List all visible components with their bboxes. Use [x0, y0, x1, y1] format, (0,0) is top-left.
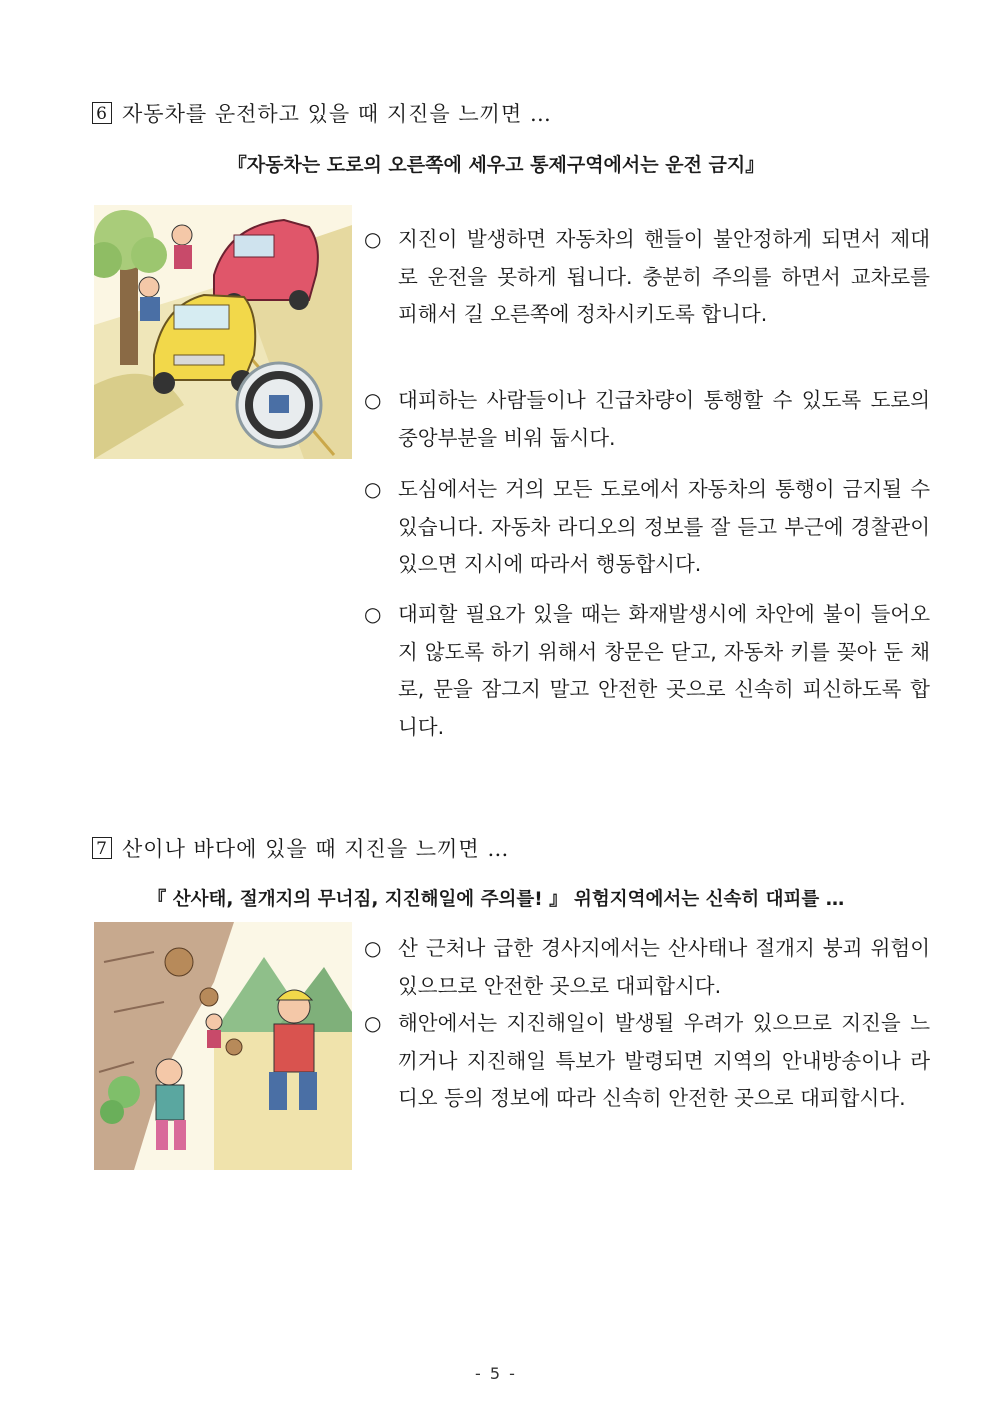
section-6-bullet-4 — [364, 596, 930, 746]
section-6-bullet-2 — [364, 382, 930, 457]
section-6-heading — [92, 98, 552, 128]
bullet-circle: ○ — [364, 388, 382, 412]
landslide-illustration — [94, 922, 352, 1170]
section-6-subtitle: 『자동차는 도로의 오른쪽에 세우고 통제구역에서는 운전 금지』 — [227, 154, 765, 176]
section-number-box: 6 — [92, 102, 112, 124]
car-earthquake-illustration — [94, 205, 352, 459]
section-7-title: 산이나 바다에 있을 때 지진을 느끼면 … — [122, 837, 510, 861]
bullet-circle: ○ — [364, 602, 382, 626]
section-number-box: 7 — [92, 837, 112, 859]
bullet-text: 대피할 필요가 있을 때는 화재발생시에 차안에 불이 들어오지 않도록 하기 위해서 창문은 닫고, 자동차 키를 꽂아 둔 채로, 문을 잠그지 말고 안전한 곳으로 신속히 피신하도록 합니다. — [398, 602, 930, 739]
section-6-bullet-3 — [364, 471, 930, 584]
bullet-text: 해안에서는 지진해일이 발생될 우려가 있으므로 지진을 느끼거나 지진해일 특보가 발령되면 지역의 안내방송이나 라디오 등의 정보에 따라 신속히 안전한 곳으로 대피합시다. — [398, 1011, 930, 1110]
bullet-text: 도심에서는 거의 모든 도로에서 자동차의 통행이 금지될 수 있습니다. 자동차 라디오의 정보를 잘 듣고 부근에 경찰관이 있으면 지시에 따라서 행동합시다. — [398, 477, 930, 576]
bullet-circle: ○ — [364, 936, 382, 960]
bullet-circle: ○ — [364, 227, 382, 251]
page-number: - 5 - — [475, 1364, 517, 1383]
section-7-heading — [92, 833, 509, 863]
bullet-circle: ○ — [364, 477, 382, 501]
section-7-subtitle: 『 산사태, 절개지의 무너짐, 지진해일에 주의를! 』 위험지역에서는 신속히 대피를 … — [147, 889, 845, 910]
bullet-text: 산 근처나 급한 경사지에서는 산사태나 절개지 붕괴 위험이 있으므로 안전한 곳으로 대피합시다. — [398, 936, 930, 998]
section-7-bullet-1 — [364, 930, 930, 1005]
bullet-text: 대피하는 사람들이나 긴급차량이 통행할 수 있도록 도로의 중앙부분을 비워 둡시다. — [398, 388, 930, 450]
section-6-bullet-1 — [364, 221, 930, 334]
bullet-text: 지진이 발생하면 자동차의 핸들이 불안정하게 되면서 제대로 운전을 못하게 됩니다. 충분히 주의를 하면서 교차로를 피해서 길 오른쪽에 정차시키도록 합니다. — [398, 227, 930, 326]
section-6-title: 자동차를 운전하고 있을 때 지진을 느끼면 … — [122, 102, 552, 126]
section-7-bullet-2 — [364, 1005, 930, 1118]
bullet-circle: ○ — [364, 1011, 382, 1035]
